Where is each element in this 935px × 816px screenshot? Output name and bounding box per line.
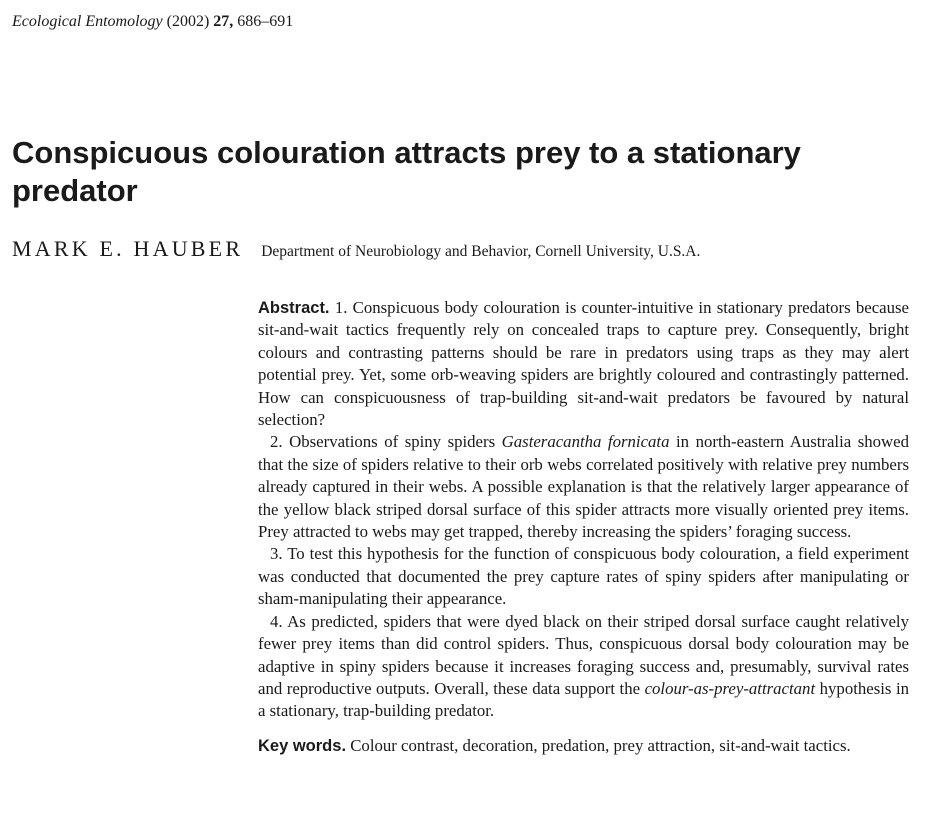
abstract-p2-text-a: 2. Observations of spiny spiders: [270, 432, 502, 452]
abstract-paragraph-1: [258, 297, 909, 431]
abstract-p4-text-a: 4. As predicted, spiders that were dyed black on their striped dorsal surface caught relatively fewer prey items than did control spiders. Thus, conspicuous dorsal body colouration may be adaptive in spiny spiders because it increases foraging success and, presumably, survival rates and reproductive outputs. Overall, these data support the: [258, 611, 909, 698]
abstract-paragraph-2: [258, 431, 909, 543]
hypothesis-name: colour-as-prey-attractant: [644, 678, 816, 698]
author-affiliation: Department of Neurobiology and Behavior, Cornell University, U.S.A.: [261, 243, 701, 260]
keywords-paragraph: [258, 735, 909, 757]
abstract-p1-text: 1. Conspicuous body colouration is counter-intuitive in stationary predators because sit-and-wait tactics frequently rely on concealed traps to capture prey. Consequently, bright colours and contrasting patterns should be rare in predators using traps as they may alert potential prey. Yet, some orb-weaving spiders are brightly coloured and contrastingly patterned. How can conspicuousness of trap-building sit-and-wait predators be favoured by natural selection?: [258, 298, 909, 430]
abstract-paragraph-4: [258, 611, 909, 723]
journal-name: Ecological Entomology: [12, 13, 163, 30]
journal-pages: 686–691: [237, 13, 294, 30]
author-name: MARK E. HAUBER: [12, 236, 244, 261]
abstract-paragraph-3: 3. To test this hypothesis for the function of conspicuous body colouration, a field experiment was conducted that documented the prey capture rates of spiny spiders after manipulating or sham-manipulating their appearance.: [258, 544, 909, 609]
journal-year: (2002): [166, 13, 210, 30]
journal-citation: [12, 12, 293, 32]
journal-volume: 27,: [213, 13, 234, 30]
author-line: [12, 236, 700, 262]
abstract-label: Abstract.: [258, 299, 330, 317]
keywords-text: Colour contrast, decoration, predation, prey attraction, sit-and-wait tactics.: [350, 735, 851, 755]
species-name: Gasteracantha fornicata: [501, 432, 670, 452]
keywords-label: Key words.: [258, 736, 347, 755]
abstract-section: [258, 297, 909, 757]
abstract-p2-text-b: in north-eastern Australia showed that the size of spiders relative to their orb webs correlated positively with relative prey numbers already captured in their webs. A possible explanation is that the relatively larger appearance of the yellow black striped dorsal surface of this spider attracts more visually oriented prey items. Prey attracted to webs may get trapped, thereby increasing the spiders’ foraging success.: [258, 432, 910, 542]
abstract-p4-text-b: hypothesis in a stationary, trap-building predator.: [258, 678, 909, 721]
article-title: Conspicuous colouration attracts prey to a stationary predator: [12, 135, 801, 208]
